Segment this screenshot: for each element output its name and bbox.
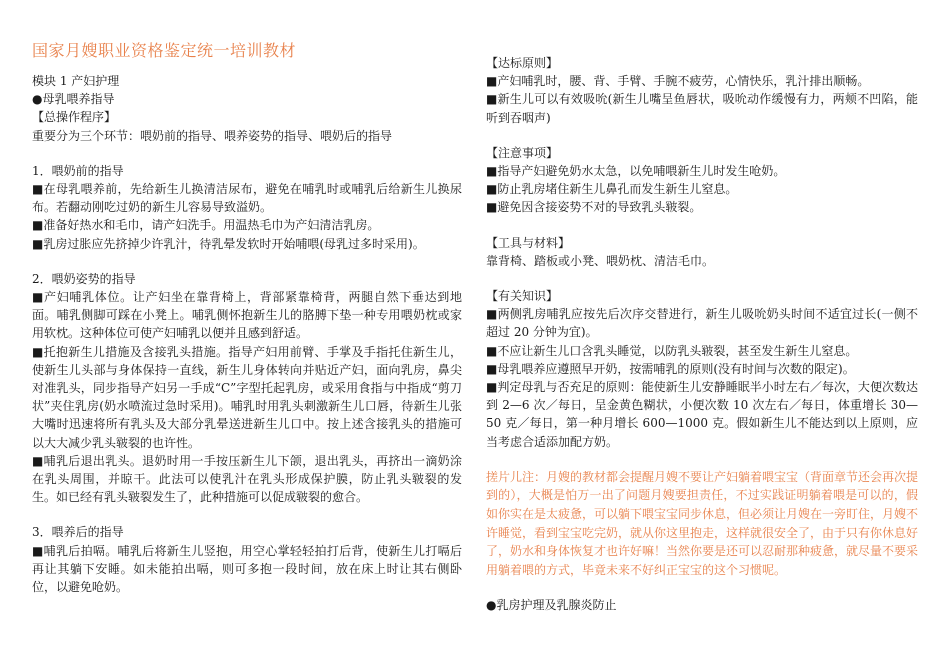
page-title: 国家月嫂职业资格鉴定统一培训教材 <box>32 41 297 60</box>
step-heading: 1．喂奶前的指导 <box>32 163 124 178</box>
subsection-heading: 【注意事项】 <box>486 145 559 160</box>
section-heading: ●母乳喂养指导 <box>32 92 115 107</box>
subsection-heading: 【工具与材料】 <box>486 235 571 250</box>
body-paragraph: ■产妇哺乳时，腰、背、手臂、手腕不疲劳，心情快乐，乳汁排出顺畅。 <box>486 74 870 89</box>
body-paragraph: 靠背椅、踏板或小凳、喂奶枕、清洁毛巾。 <box>486 253 715 268</box>
step-heading: 2．喂奶姿势的指导 <box>32 271 136 286</box>
body-paragraph: ■新生儿可以有效吸吮(新生儿嘴呈鱼唇状，吸吮动作缓慢有力，两颊不凹陷，能听到吞咽声) <box>486 92 918 125</box>
spacer <box>32 506 462 523</box>
body-paragraph: ■托抱新生儿措施及含接乳头措施。指导产妇用前臂、手掌及手指托住新生儿，使新生儿头部与身体保持一直线，新生儿身体转向并贴近产妇，面向乳房，鼻尖对准乳头，同步指导产妇另一手成“C”字型托起乳房，或采用食指与中指成“剪刀状”夹住乳房(奶水喷流过急时采用)。哺乳时用乳头刺激新生儿口唇，待新生儿张大嘴时迅速将所有乳头及大部分乳晕送进新生儿口中。按上述含接乳头的措施可以大大减少乳头皲裂的也许性。 <box>32 344 462 450</box>
spacer <box>32 253 462 270</box>
body-paragraph: ■准备好热水和毛巾，请产妇洗手。用温热毛巾为产妇清洁乳房。 <box>32 218 380 233</box>
body-paragraph: ■不应让新生儿口含乳头睡觉，以防乳头皲裂，甚至发生新生儿窒息。 <box>486 343 858 358</box>
spacer <box>486 270 918 287</box>
subsection-heading: 【有关知识】 <box>486 289 559 304</box>
section-heading: ●乳房护理及乳腺炎防止 <box>486 598 617 613</box>
body-paragraph: ■哺乳后退出乳头。退奶时用一手按压新生儿下颌，退出乳头，再挤出一滴奶涂在乳头周围，并晾干。此法可以使乳汁在乳头形成保护膜，防止乳头皲裂的发生。如已经有乳头皲裂发生了，此种措施可以促成皲裂的愈合。 <box>32 453 462 505</box>
subsection-heading: 【总操作程序】 <box>32 110 117 125</box>
module-heading: 模块 1 产妇护理 <box>32 74 120 88</box>
body-paragraph: ■母乳喂养应遵照早开奶，按需哺乳的原则(没有时间与次数的限定)。 <box>486 361 855 376</box>
spacer <box>32 145 462 162</box>
body-paragraph: 重要分为三个环节：喂奶前的指导、喂养姿势的指导、喂奶后的指导 <box>32 128 393 143</box>
subsection-heading: 【达标原则】 <box>486 56 559 70</box>
body-paragraph: ■两侧乳房哺乳应按先后次序交替进行，新生儿吸吮奶头时间不适宜过长(一侧不超过 20 分钟为宜)。 <box>486 307 918 340</box>
right-column <box>486 54 918 615</box>
spacer <box>486 217 918 234</box>
body-paragraph: ■在母乳喂养前，先给新生儿换清洁尿布，避免在哺乳时或哺乳后给新生儿换尿布。若翻动刚吃过奶的新生儿容易导致溢奶。 <box>32 182 462 215</box>
body-paragraph: ■避免因含接姿势不对的导致乳头皲裂。 <box>486 200 702 215</box>
editor-note: 搓片儿注：月嫂的教材都会提醒月嫂不要让产妇躺着喂宝宝（背面章节还会再次提到的），大概是怕万一出了问题月嫂要担责任，不过实践证明躺着喂是可以的，假如你实在是太疲惫，可以躺下喂宝宝同步休息，但必须让月嫂在一旁盯住，月嫂不许睡觉，看到宝宝吃完奶，就从你这里抱走，这样就很安全了，由于只有你休息好了，奶水和身体恢复才也许好嘛！当然你要是还可以忍耐那种疲惫，就尽量不要采用躺着喂的方式，毕竟未来不好纠正宝宝的这个习惯呢。 <box>486 469 919 577</box>
spacer <box>486 579 918 596</box>
body-paragraph: ■乳房过胀应先挤掉少许乳汁，待乳晕发软时开始哺喂(母乳过多时采用)。 <box>32 236 425 251</box>
body-paragraph: ■指导产妇避免奶水太急，以免哺喂新生儿时发生呛奶。 <box>486 164 786 179</box>
body-paragraph: ■产妇哺乳体位。让产妇坐在靠背椅上，背部紧靠椅背，两腿自然下垂达到地面。哺乳侧脚可踩在小凳上。哺乳侧怀抱新生儿的胳膊下垫一种专用喂奶枕或家用软枕。这种体位可使产妇哺乳以便并且感到舒适。 <box>32 290 462 341</box>
body-paragraph: ■哺乳后拍嗝。哺乳后将新生儿竖抱，用空心掌轻轻拍打后背，使新生儿打嗝后再让其躺下安睡。如未能拍出嗝，则可多抱一段时间，放在床上时让其右侧卧位，以避免呛奶。 <box>32 543 462 595</box>
body-paragraph: ■判定母乳与否充足的原则：能使新生儿安静睡眠半小时左右／每次，大便次数达到 2—6 次／每日，呈金黄色糊状，小便次数 10 次左右／每日，体重增长 30—50 克／每日，第一种月增长 600—1000 克。假如新生儿不能达到以上原则，应当考虑合适添加配方奶。 <box>486 380 918 449</box>
spacer <box>486 127 918 144</box>
left-column <box>32 72 462 596</box>
step-heading: 3．喂养后的指导 <box>32 525 124 540</box>
body-paragraph: ■防止乳房堵住新生儿鼻孔而发生新生儿窒息。 <box>486 182 738 197</box>
spacer <box>486 451 918 468</box>
